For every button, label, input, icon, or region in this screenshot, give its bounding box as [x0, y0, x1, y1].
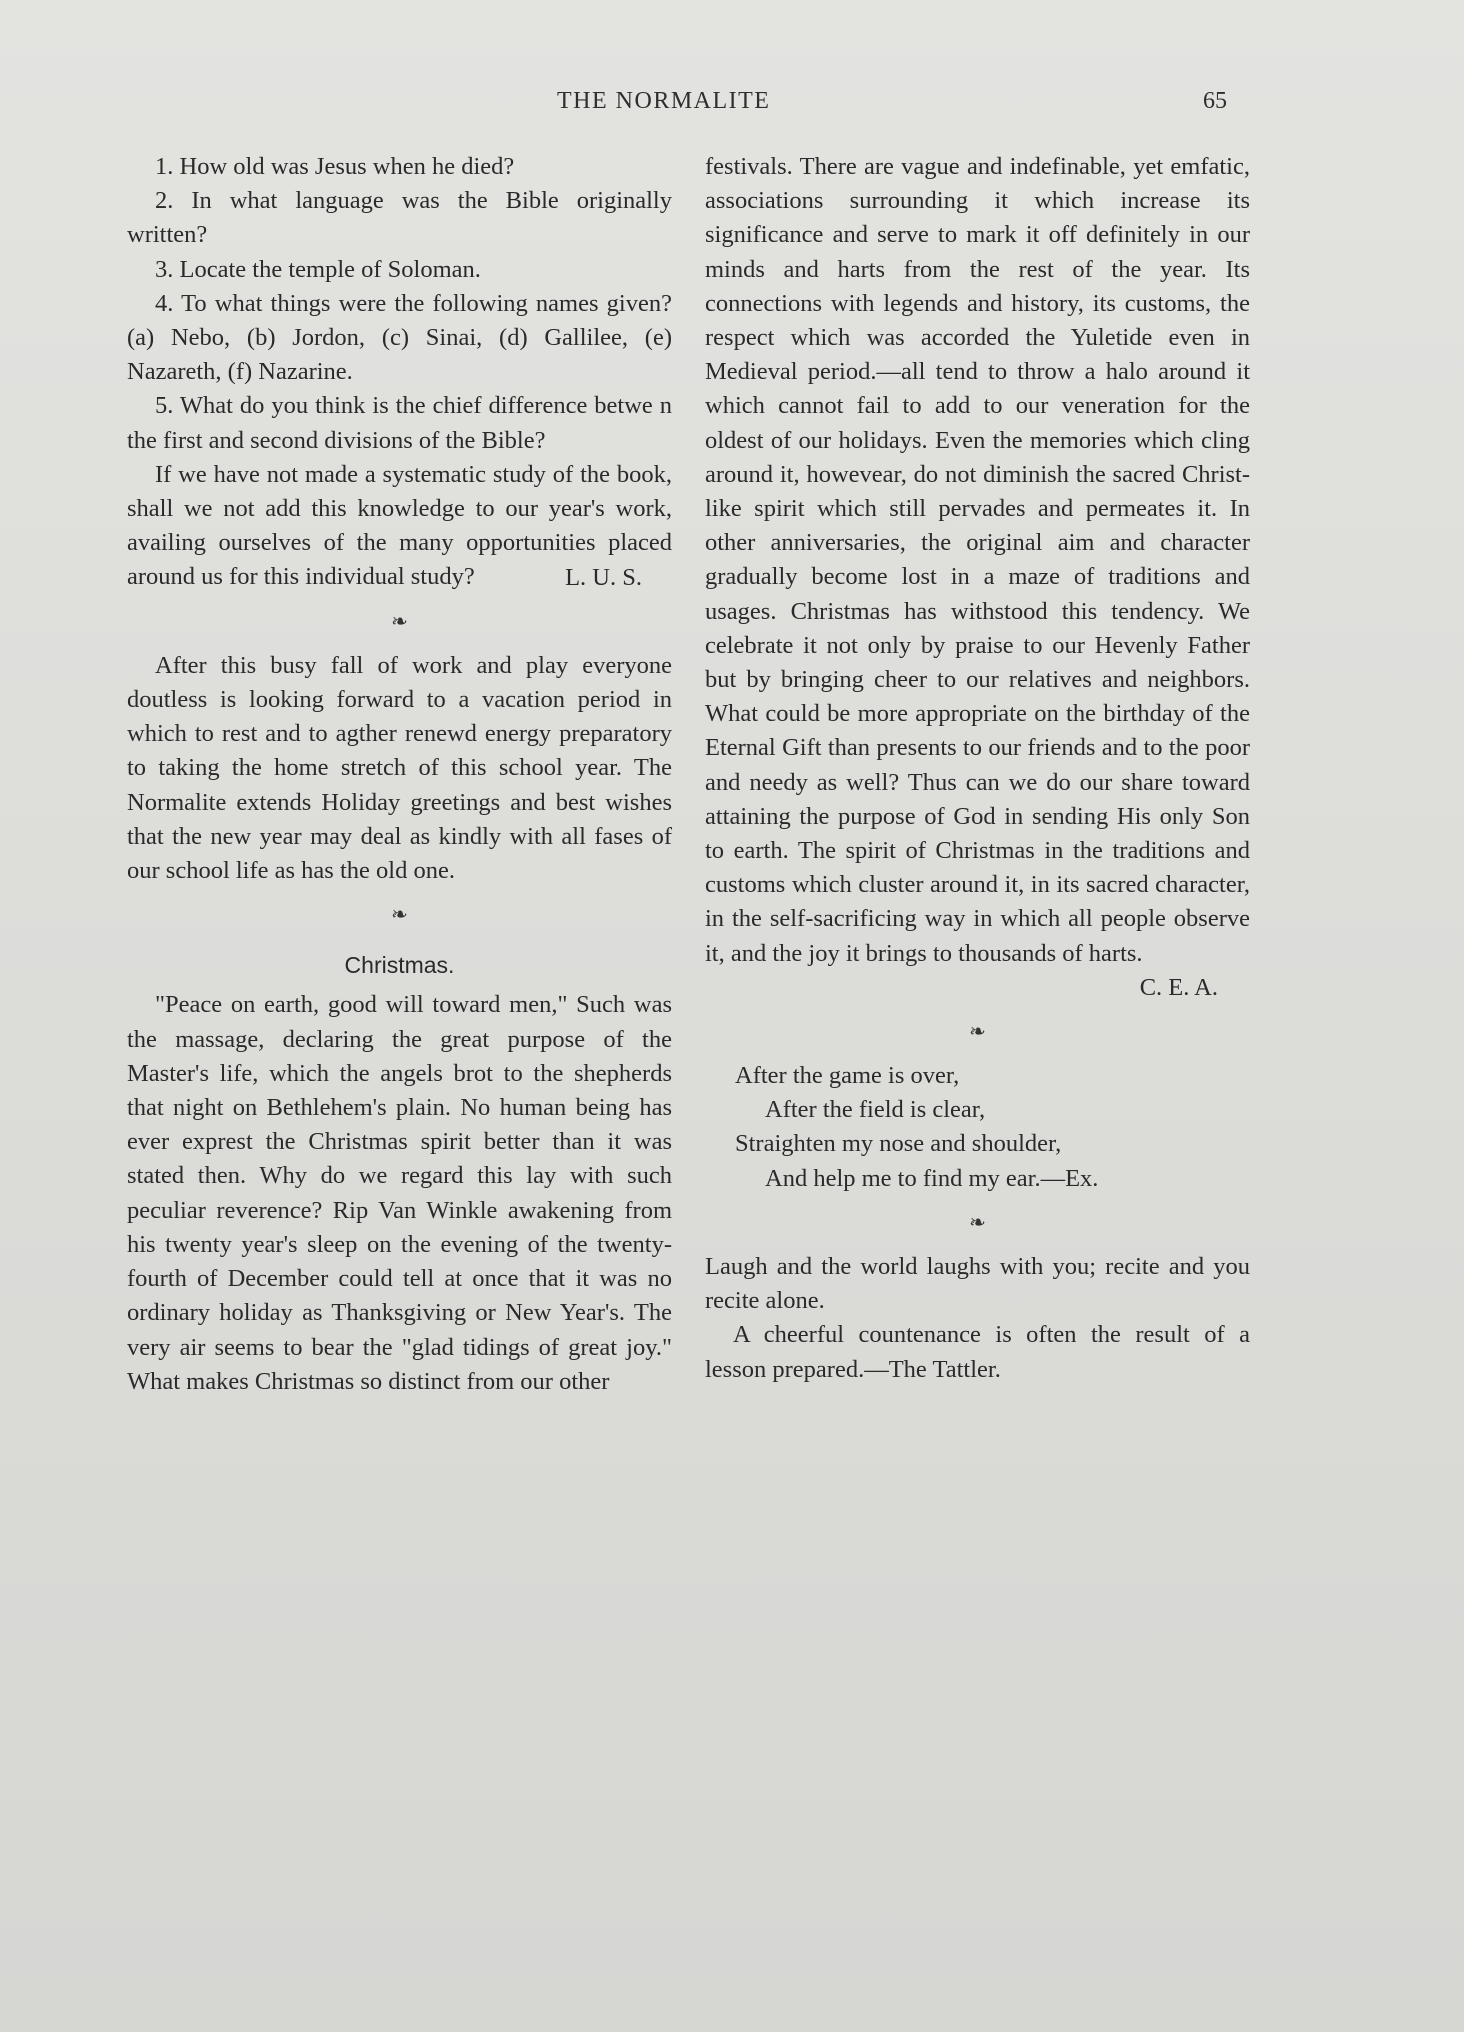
separator-ornament-icon: ❧ [391, 904, 408, 927]
christmas-heading: Christmas. [344, 952, 455, 979]
right-column [705, 150, 1250, 1387]
separator-ornament-icon: ❧ [391, 610, 408, 633]
running-title: THE NORMALITE [557, 88, 771, 114]
cheerful-paragraph: A cheerful countenance is often the result of a lesson prepared.—The Tattler. [705, 1321, 1250, 1383]
holiday-paragraph: After this busy fall of work and play everyone doutless is looking forward to a vacation period in which to rest and to agther renewd energy preparatory to taking the home stretch of this school year. The Normalite extends Holiday greetings and best wishes that the new year may deal as kindly with all fases of our school life as has the old one. [127, 651, 672, 885]
christmas-paragraph: "Peace on earth, good will toward men," Such was the massage, declaring the great purpose of the Master's life, which the angels brot to the shepherds that night on Bethlehem's plain. No human being has ever exprest the Christmas spirit better than it was stated then. Why do we regard this lay with such peculiar reverence? Rip Van Winkle awakening from his twenty year's sleep on the evening of the twenty-fourth of December could tell at once that it was no ordinary holiday as Thanksgiving or New Year's. The very air seems to bear the "glad tidings of great joy." What makes Christmas so distinct from our other [127, 991, 672, 1395]
poem-line-1: After the game is over, [735, 1062, 960, 1090]
signature-cea: C. E. A. [1139, 973, 1218, 1001]
question-2: 2. In what language was the Bible originally written? [127, 187, 672, 249]
question-4: 4. To what things were the following names given? (a) Nebo, (b) Jordon, (c) Sinai, (d) Gallilee, (e) Nazareth, (f) Nazarine. [127, 289, 672, 386]
poem [705, 1059, 1250, 1196]
page-number: 65 [1203, 88, 1227, 114]
poem-line-2: After the field is clear, [765, 1096, 986, 1124]
christmas-continued: festivals. There are vague and indefinable, yet emfatic, associations surrounding it which increase its significance and serve to mark it off definitely in our minds and harts from the rest of the year. Its connections with legends and history, its customs, the respect which was accorded the Yuletide even in Medieval period.—all tend to throw a halo around it which cannot fail to add to our veneration for the oldest of our holidays. Even the memories which cling around it, howevear, do not diminish the sacred Christ-like spirit which still pervades and permeates it. In other anniversaries, the original aim and character gradually become lost in a maze of traditions and usages. Christmas has withstood this tendency. We celebrate it not only by praise to our Hevenly Father but by bringing cheer to our relatives and neighbors. What could be more appropriate on the birthday of the Eternal Gift than presents to our friends and to the poor and needy as well? Thus can we do our share toward attaining the purpose of God in sending His only Son to earth. The spirit of Christmas in the traditions and customs which cluster around it, in its sacred character, in the self-sacrificing way in which all people observe it, and the joy it brings to thousands of harts. [705, 153, 1250, 967]
question-3: 3. Locate the temple of Soloman. [155, 255, 481, 283]
question-5: 5. What do you think is the chief difference betwe n the first and second divisions of the Bible? [127, 392, 672, 454]
separator-ornament-icon: ❧ [969, 1021, 986, 1044]
question-1: 1. How old was Jesus when he died? [155, 153, 515, 180]
left-column [127, 150, 672, 1399]
poem-line-4: And help me to find my ear.—Ex. [765, 1164, 1099, 1192]
signature-lus: L. U. S. [565, 563, 642, 591]
poem-line-3: Straighten my nose and shoulder, [735, 1130, 1062, 1158]
laugh-paragraph: Laugh and the world laughs with you; recite and you recite alone. [705, 1252, 1250, 1315]
page-header [0, 88, 1464, 124]
closing-paragraph: If we have not made a systematic study of the book, shall we not add this knowledge to our year's work, availing ourselves of the many opportunities placed around us for this individual study? [127, 460, 672, 591]
separator-ornament-icon: ❧ [969, 1211, 986, 1234]
